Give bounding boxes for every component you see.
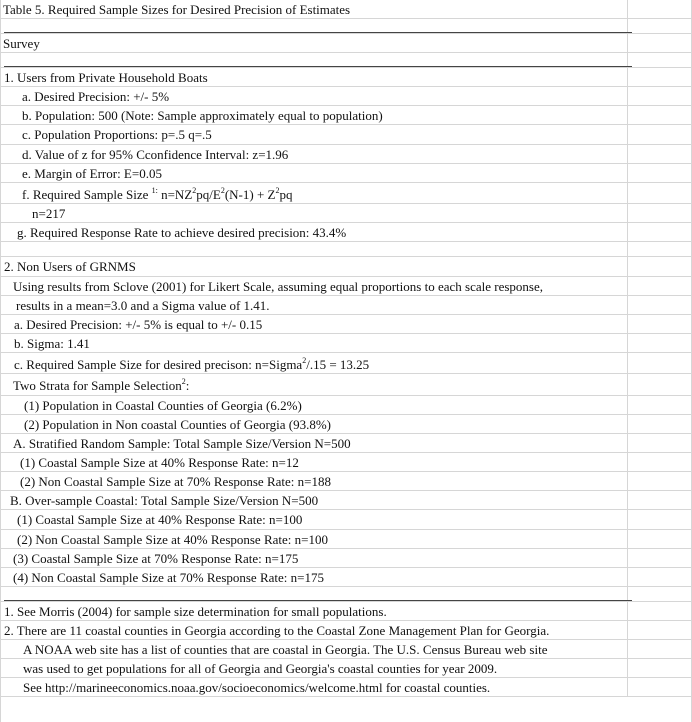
footnote-row — [0, 678, 692, 697]
option-b-heading: B. Over-sample Coastal: Total Sample Size/Version N=500 — [10, 493, 319, 509]
table-row — [0, 334, 692, 353]
section2-item-c: c. Required Sample Size for desired precison: n=Sigma$^2$/.15 = 13.25 — [14, 355, 370, 372]
table-row — [0, 106, 692, 125]
table-row — [0, 568, 692, 587]
section2-heading-row — [0, 257, 692, 276]
table-row — [0, 315, 692, 334]
option-a-heading: A. Stratified Random Sample: Total Sample Size/Version N=500 — [13, 436, 351, 452]
footnote-ref-1: 1: — [151, 185, 158, 195]
table-title: Table 5. Required Sample Sizes for Desired Precision of Estimates — [3, 2, 351, 17]
section1-item-d: d. Value of z for 95% Cconfidence Interval: z=1.96 — [22, 146, 289, 162]
table-row — [0, 296, 692, 315]
table-row — [0, 164, 692, 183]
footnote-1: 1. See Morris (2004) for sample size determination for small populations. — [4, 603, 387, 619]
option-b-item-1: (1) Coastal Sample Size at 40% Response Rate: n=100 — [17, 512, 303, 528]
section1-item-g: g. Required Response Rate to achieve desired precision: 43.4% — [17, 225, 347, 241]
section2-intro-line2: results in a mean=3.0 and a Sigma value of 1.41. — [16, 297, 270, 313]
rule-row — [0, 53, 692, 68]
empty-row — [0, 242, 692, 257]
option-a-item-2: (2) Non Coastal Sample Size at 70% Response Rate: n=188 — [20, 474, 331, 490]
table-row — [0, 125, 692, 144]
table-row — [0, 204, 692, 223]
section1-heading: 1. Users from Private Household Boats — [4, 70, 208, 86]
table-row — [0, 374, 692, 396]
rule-row — [0, 19, 692, 34]
strata-item-1: (1) Population in Coastal Counties of Georgia (6.2%) — [24, 397, 302, 413]
footnote-2-line1: 2. There are 11 coastal counties in Georgia according to the Coastal Zone Management Plan for Georgia. — [4, 622, 550, 638]
section1-heading-row — [0, 68, 692, 87]
table-row — [0, 183, 692, 205]
table-row — [0, 434, 692, 453]
footnote-row — [0, 659, 692, 678]
footnote-ref-2: 2 — [181, 377, 186, 387]
table-row — [0, 510, 692, 529]
rule-row — [0, 587, 692, 602]
option-b-item-4: (4) Non Coastal Sample Size at 70% Response Rate: n=175 — [13, 569, 324, 585]
footnote-2-line3: was used to get populations for all of Georgia and Georgia's coastal counties for year 2009. — [23, 661, 498, 677]
strata-heading: Two Strata for Sample Selection$^2$: — [13, 377, 190, 394]
section1-item-e: e. Margin of Error: E=0.05 — [22, 165, 162, 181]
survey-label: Survey — [3, 36, 40, 52]
option-b-item-2: (2) Non Coastal Sample Size at 40% Response Rate: n=100 — [17, 531, 328, 547]
table-row — [0, 277, 692, 296]
section1-item-a: a. Desired Precision: +/- 5% — [22, 89, 170, 105]
table-row — [0, 453, 692, 472]
table-row — [0, 472, 692, 491]
footnote-row — [0, 640, 692, 659]
table-row — [0, 353, 692, 375]
section1-item-c: c. Population Proportions: p=.5 q=.5 — [22, 127, 212, 143]
table-row — [0, 145, 692, 164]
survey-row — [0, 34, 692, 53]
footnote-row — [0, 602, 692, 621]
section1-n-value: n=217 — [32, 206, 66, 222]
table-row — [0, 549, 692, 568]
table-row — [0, 491, 692, 510]
table-row — [0, 396, 692, 415]
section2-item-b: b. Sigma: 1.41 — [14, 335, 90, 351]
strata-item-2: (2) Population in Non coastal Counties of Georgia (93.8%) — [24, 417, 332, 432]
table-row — [0, 223, 692, 242]
section2-item-a: a. Desired Precision: +/- 5% is equal to +/- 0.15 — [14, 316, 263, 332]
table-row — [0, 530, 692, 549]
option-a-item-1: (1) Coastal Sample Size at 40% Response Rate: n=12 — [20, 455, 299, 471]
section2-intro-line1: Using results from Sclove (2001) for Likert Scale, assuming equal proportions to each scale response, — [13, 278, 543, 294]
footnote-2-line2: A NOAA web site has a list of counties that are coastal in Georgia. The U.S. Census Bureau web site — [23, 642, 548, 658]
footnote-row — [0, 621, 692, 640]
title-row — [0, 0, 692, 19]
option-b-item-3: (3) Coastal Sample Size at 70% Response Rate: n=175 — [13, 550, 299, 566]
section1-item-f: f. Required Sample Size $^{1:}$ $n=NZ^2pq/E^2(N-1) + Z^2pq$ — [22, 185, 293, 202]
table-row — [0, 415, 692, 434]
section1-item-b: b. Population: 500 (Note: Sample approximately equal to population) — [22, 108, 383, 124]
section2-heading: 2. Non Users of GRNMS — [4, 259, 136, 275]
grid-line-left — [0, 0, 1, 722]
footnote-2-line4: See http://marineeconomics.noaa.gov/socioeconomics/welcome.html for coastal counties. — [23, 680, 491, 696]
table-row — [0, 87, 692, 106]
